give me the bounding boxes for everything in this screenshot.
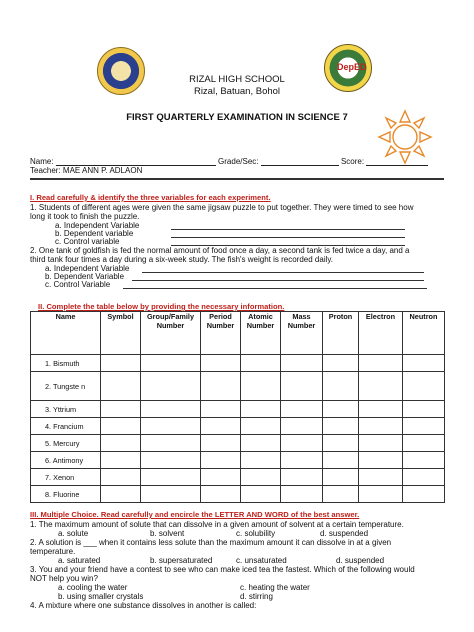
grade-field[interactable]	[261, 156, 339, 166]
answer-cell[interactable]	[281, 486, 323, 503]
answer-cell[interactable]	[323, 486, 359, 503]
part3-q2-line1: 2. A solution is ___ when it contains less solute than the maximum amount it can dissolve in at a given	[30, 538, 392, 547]
option[interactable]: a. cooling the water	[58, 583, 128, 592]
option[interactable]: b. using smaller crystals	[58, 592, 144, 601]
table-row	[31, 435, 445, 452]
answer-cell[interactable]	[101, 452, 141, 469]
answer-cell[interactable]	[281, 401, 323, 418]
answer-blank[interactable]	[142, 272, 424, 273]
grade-label: Grade/Sec:	[218, 157, 259, 166]
answer-blank[interactable]	[171, 229, 405, 230]
answer-cell[interactable]	[359, 452, 403, 469]
answer-cell[interactable]	[323, 355, 359, 372]
part1-q1-line1: 1. Students of different ages were given the same jigsaw puzzle to put together. They were timed to see how	[30, 203, 414, 212]
answer-cell[interactable]	[323, 372, 359, 401]
answer-cell[interactable]	[359, 435, 403, 452]
answer-cell[interactable]	[403, 435, 445, 452]
elements-table	[30, 311, 445, 503]
answer-cell[interactable]	[403, 372, 445, 401]
column-header: Name	[31, 312, 101, 355]
answer-cell[interactable]	[141, 355, 201, 372]
option[interactable]: d. suspended	[320, 529, 369, 538]
option[interactable]: a. solute	[58, 529, 89, 538]
score-label: Score:	[340, 157, 365, 166]
answer-cell[interactable]	[241, 418, 281, 435]
answer-cell[interactable]	[241, 401, 281, 418]
table-row	[31, 452, 445, 469]
option[interactable]: d. suspended	[336, 556, 385, 565]
answer-cell[interactable]	[323, 401, 359, 418]
header-divider	[30, 178, 444, 180]
element-name: 5. Mercury	[31, 435, 101, 452]
column-header: Neutron	[403, 312, 445, 355]
option[interactable]: b. supersaturated	[150, 556, 213, 565]
answer-cell[interactable]	[241, 452, 281, 469]
element-name: 4. Francium	[31, 418, 101, 435]
answer-cell[interactable]	[403, 469, 445, 486]
answer-cell[interactable]	[141, 401, 201, 418]
answer-cell[interactable]	[359, 355, 403, 372]
table-row	[31, 401, 445, 418]
name-row	[30, 156, 428, 166]
part3-heading: III. Multiple Choice. Read carefully and encircle the LETTER AND WORD of the best answer.	[30, 510, 360, 519]
answer-cell[interactable]	[201, 435, 241, 452]
answer-cell[interactable]	[281, 372, 323, 401]
part1-q2-line2: third tank four times a day during a six-week study. The fish's weight is recorded daily.	[30, 255, 333, 264]
answer-cell[interactable]	[241, 469, 281, 486]
option[interactable]: c. heating the water	[240, 583, 310, 592]
answer-cell[interactable]	[201, 355, 241, 372]
answer-cell[interactable]	[201, 452, 241, 469]
answer-cell[interactable]	[281, 418, 323, 435]
answer-cell[interactable]	[323, 418, 359, 435]
answer-cell[interactable]	[201, 418, 241, 435]
table-row	[31, 355, 445, 372]
answer-blank[interactable]	[123, 288, 427, 289]
answer-cell[interactable]	[141, 435, 201, 452]
table-row	[31, 372, 445, 401]
answer-cell[interactable]	[241, 355, 281, 372]
answer-cell[interactable]	[403, 401, 445, 418]
option[interactable]: c. solubility	[236, 529, 276, 538]
part1-q2-line1: 2. One tank of goldfish is fed the normal amount of food once a day, a second tank is fed twice a day, and a	[30, 246, 410, 255]
answer-cell[interactable]	[241, 486, 281, 503]
part3-q2-line2: temperature.	[30, 547, 76, 556]
part1-q1-c: c. Control variable	[55, 237, 120, 246]
answer-cell[interactable]	[359, 418, 403, 435]
part3-q4: 4. A mixture where one substance dissolves in another is called:	[30, 601, 257, 610]
option[interactable]: c. unsaturated	[236, 556, 287, 565]
option[interactable]: d. stirring	[240, 592, 273, 601]
part1-q1-a: a. Independent Variable	[55, 221, 140, 230]
answer-cell[interactable]	[359, 469, 403, 486]
answer-cell[interactable]	[281, 355, 323, 372]
answer-cell[interactable]	[101, 418, 141, 435]
element-name: 8. Fluorine	[31, 486, 101, 503]
answer-blank[interactable]	[171, 237, 405, 238]
answer-cell[interactable]	[281, 452, 323, 469]
answer-cell[interactable]	[141, 452, 201, 469]
part2-heading: II. Complete the table below by providing the necessary information.	[38, 302, 285, 311]
answer-cell[interactable]	[359, 401, 403, 418]
answer-cell[interactable]	[323, 469, 359, 486]
element-name: 7. Xenon	[31, 469, 101, 486]
answer-cell[interactable]	[101, 435, 141, 452]
answer-cell[interactable]	[101, 401, 141, 418]
table-header-row	[31, 312, 445, 355]
answer-cell[interactable]	[201, 401, 241, 418]
column-header: Symbol	[101, 312, 141, 355]
teacher-line: Teacher: MAE ANN P. ADLAON	[30, 166, 143, 175]
option[interactable]: a. saturated	[58, 556, 101, 565]
part1-q1-b: b. Dependent variable	[55, 229, 134, 238]
school-address: Rizal, Batuan, Bohol	[193, 86, 281, 97]
answer-cell[interactable]	[201, 469, 241, 486]
score-field[interactable]	[366, 156, 428, 166]
part3-q1: 1. The maximum amount of solute that can dissolve in a given amount of solvent at a certain temperature.	[30, 520, 404, 529]
part3-q3-line1: 3. You and your friend have a contest to see who can make iced tea the fastest. Which of the following would	[30, 565, 415, 574]
exam-title: FIRST QUARTERLY EXAMINATION IN SCIENCE 7	[126, 112, 348, 123]
part1-q2-a: a. Independent Variable	[45, 264, 130, 273]
answer-cell[interactable]	[101, 469, 141, 486]
answer-cell[interactable]	[403, 486, 445, 503]
element-name: 6. Antimony	[31, 452, 101, 469]
answer-cell[interactable]	[281, 469, 323, 486]
table-row	[31, 469, 445, 486]
name-label: Name:	[30, 157, 54, 166]
answer-cell[interactable]	[101, 372, 141, 401]
answer-cell[interactable]	[101, 486, 141, 503]
column-header: Proton	[323, 312, 359, 355]
answer-cell[interactable]	[403, 418, 445, 435]
part1-q2-c: c. Control Variable	[45, 280, 111, 289]
answer-cell[interactable]	[403, 452, 445, 469]
table-row	[31, 418, 445, 435]
column-header: Period Number	[201, 312, 241, 355]
answer-cell[interactable]	[403, 355, 445, 372]
deped-logo-text: DepED	[337, 62, 367, 72]
element-name: 3. Yttrium	[31, 401, 101, 418]
answer-cell[interactable]	[101, 355, 141, 372]
part1-q2-b: b. Dependent Variable	[45, 272, 125, 281]
answer-cell[interactable]	[141, 469, 201, 486]
answer-cell[interactable]	[141, 418, 201, 435]
answer-cell[interactable]	[359, 372, 403, 401]
answer-cell[interactable]	[201, 486, 241, 503]
answer-blank[interactable]	[132, 280, 424, 281]
part1-q1-line2: long it took to finish the puzzle.	[30, 212, 140, 221]
school-name: RIZAL HIGH SCHOOL	[189, 74, 285, 85]
part1-heading: I. Read carefully & identify the three variables for each experiment.	[30, 193, 271, 202]
column-header: Group/Family Number	[141, 312, 201, 355]
element-name: 1. Bismuth	[31, 355, 101, 372]
answer-cell[interactable]	[323, 452, 359, 469]
answer-cell[interactable]	[141, 372, 201, 401]
column-header: Atomic Number	[241, 312, 281, 355]
table-row	[31, 486, 445, 503]
answer-cell[interactable]	[241, 435, 281, 452]
answer-cell[interactable]	[281, 435, 323, 452]
answer-cell[interactable]	[241, 372, 281, 401]
part3-q3-line2: NOT help you win?	[30, 574, 98, 583]
option[interactable]: b. solvent	[150, 529, 185, 538]
element-name: 2. Tungste n	[31, 372, 101, 401]
column-header: Mass Number	[281, 312, 323, 355]
answer-cell[interactable]	[201, 372, 241, 401]
name-field[interactable]	[56, 156, 216, 166]
answer-cell[interactable]	[323, 435, 359, 452]
column-header: Electron	[359, 312, 403, 355]
answer-cell[interactable]	[141, 486, 201, 503]
answer-cell[interactable]	[359, 486, 403, 503]
